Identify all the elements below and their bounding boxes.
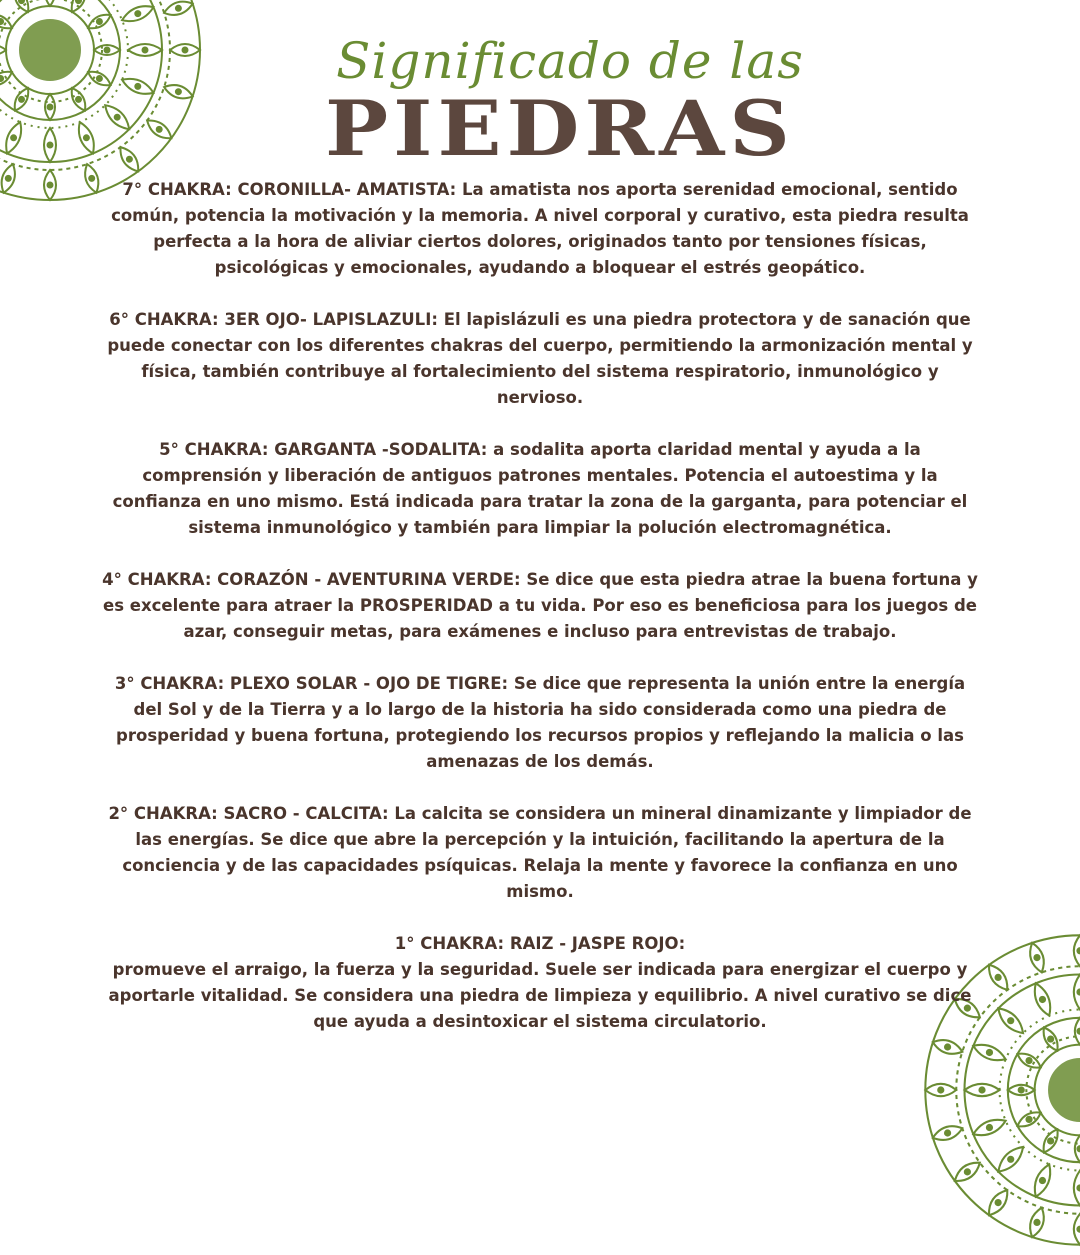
- chakra-description: El lapislázuli es una piedra protectora y de sanación que puede conectar con los diferentes chakras del cuerpo, permitiendo la armonización mental y física, también contribuye al fortalecimiento del sistema respiratorio, inmunológico y nervioso.: [107, 310, 972, 407]
- mandala-dot: [1026, 1117, 1031, 1122]
- mandala-dot: [945, 1044, 950, 1049]
- mandala-dot: [996, 1200, 1001, 1205]
- page-subtitle: Significado de las: [60, 30, 1080, 92]
- mandala-dot: [48, 183, 53, 188]
- chakra-heading: 1° CHAKRA: RAIZ - JASPE ROJO:: [100, 931, 980, 957]
- mandala-dot: [987, 1125, 992, 1130]
- chakra-description: La amatista nos aporta serenidad emocional, sentido común, potencia la motivación y la memoria. A nivel corporal y curativo, esta piedra resulta perfecta a la hora de aliviar ciertos dolores, originados tanto por tensiones físicas, psicológicas y emocionales, ayudando a bloquear el estrés geopático.: [111, 180, 969, 277]
- mandala-dot: [1034, 1220, 1039, 1225]
- mandala-petal: [45, 0, 55, 6]
- chakra-heading: 4° CHAKRA: CORAZÓN - AVENTURINA VERDE:: [102, 570, 520, 589]
- mandala-dot: [176, 6, 181, 11]
- mandala-dot: [1040, 1178, 1045, 1183]
- chakra-entry: [100, 671, 980, 775]
- stones-list: [100, 177, 980, 1035]
- chakra-heading: 2° CHAKRA: SACRO - CALCITA:: [108, 804, 388, 823]
- mandala-dot: [938, 1087, 943, 1092]
- chakra-heading: 5° CHAKRA: GARGANTA -SODALITA:: [159, 440, 487, 459]
- mandala-dot: [1008, 1018, 1013, 1023]
- chakra-description: La calcita se considera un mineral dinamizante y limpiador de las energías. Se dice que abre la percepción y la intuición, facilitando la apertura de la conciencia y de las capacidades psíquicas. Relaja la mente y favorece la confianza en uno mismo.: [122, 804, 971, 901]
- mandala-dot: [135, 11, 140, 16]
- chakra-heading: 6° CHAKRA: 3ER OJO- LAPISLAZULI:: [109, 310, 438, 329]
- mandala-dot: [1034, 955, 1039, 960]
- mandala-dot: [1048, 1036, 1053, 1041]
- mandala-dot: [89, 176, 94, 181]
- mandala-dot: [1008, 1157, 1013, 1162]
- mandala-dot: [6, 176, 11, 181]
- mandala-dot: [97, 19, 102, 24]
- mandala-dot: [1040, 997, 1045, 1002]
- mandala-dot: [1019, 1087, 1024, 1092]
- mandala-dot: [987, 1050, 992, 1055]
- chakra-entry: [100, 437, 980, 541]
- mandala-dot: [1048, 1138, 1053, 1143]
- mandala-dot: [945, 1130, 950, 1135]
- page-title: PIEDRAS: [40, 92, 1080, 166]
- page-header: [0, 30, 1080, 174]
- chakra-entry: [100, 931, 980, 1035]
- chakra-entry: [100, 567, 980, 645]
- mandala-dot: [979, 1087, 984, 1092]
- chakra-entry: [100, 177, 980, 281]
- mandala-dot: [76, 0, 81, 3]
- mandala-dot: [19, 0, 24, 3]
- chakra-description: promueve el arraigo, la fuerza y la seguridad. Suele ser indicada para energizar el cuerpo y aportarle vitalidad. Se considera una piedra de limpieza y equilibrio. A nivel curativo se dice que ayuda a desintoxicar el sistema circulatorio.: [109, 960, 972, 1031]
- chakra-description: Se dice que esta piedra atrae la buena fortuna y es excelente para atraer la PROSPERIDAD a tu vida. Por eso es beneficiosa para los juegos de azar, conseguir metas, para exámenes e incluso para entrevistas de trabajo.: [103, 570, 978, 641]
- mandala-dot: [965, 1169, 970, 1174]
- chakra-entry: [100, 307, 980, 411]
- mandala-dot: [0, 19, 3, 24]
- chakra-description: Se dice que representa la unión entre la energía del Sol y de la Tierra y a lo largo de la historia ha sido considerada como una piedra de prosperidad y buena fortuna, protegiendo los recursos propios y reflejando la malicia o las amenazas de los demás.: [116, 674, 965, 771]
- mandala-dot: [996, 975, 1001, 980]
- mandala-dot: [1026, 1058, 1031, 1063]
- chakra-entry: [100, 801, 980, 905]
- chakra-heading: 3° CHAKRA: PLEXO SOLAR - OJO DE TIGRE:: [115, 674, 508, 693]
- chakra-description: a sodalita aporta claridad mental y ayuda a la comprensión y liberación de antiguos patrones mentales. Potencia el autoestima y la confianza en uno mismo. Está indicada para tratar la zona de la garganta, para potenciar el sistema inmunológico y también para limpiar la polución electromagnética.: [113, 440, 968, 537]
- chakra-heading: 7° CHAKRA: CORONILLA- AMATISTA:: [122, 180, 456, 199]
